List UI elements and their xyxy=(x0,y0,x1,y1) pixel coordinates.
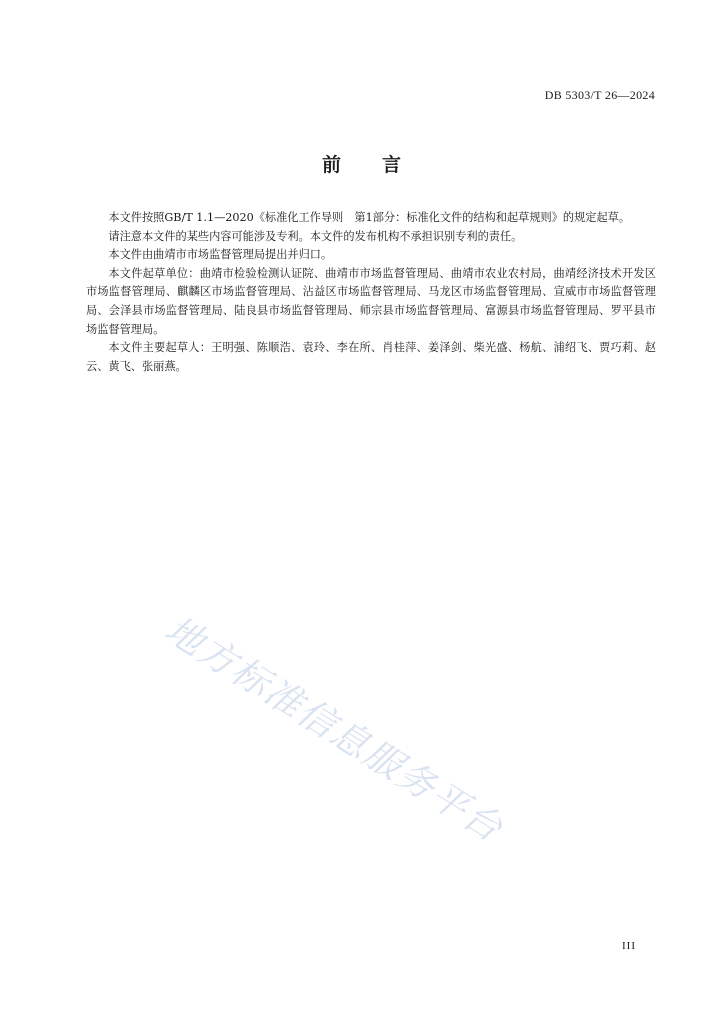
paragraph-proposer: 本文件由曲靖市市场监督管理局提出并归口。 xyxy=(108,248,333,262)
watermark: 地方标准信息服务平台 xyxy=(157,607,511,851)
title-part-1: 前 xyxy=(321,154,342,176)
document-code: DB 5303/T 26—2024 xyxy=(544,88,655,102)
paragraph-drafters: 本文件主要起草人：王明强、陈顺浩、袁玲、李在所、肖桂萍、姜泽剑、柴光盛、杨航、浦绍飞、贾巧莉、赵云、黄飞、张丽燕。 xyxy=(86,341,656,373)
title-part-2: 言 xyxy=(382,154,403,176)
paragraph-patent-notice: 请注意本文件的某些内容可能涉及专利。本文件的发布机构不承担识别专利的责任。 xyxy=(108,229,523,243)
page-title xyxy=(0,150,724,177)
body-text xyxy=(86,209,656,376)
paragraph-drafting-units: 本文件起草单位：曲靖市检验检测认证院、曲靖市市场监督管理局、曲靖市农业农村局，曲靖经济技术开发区市场监督管理局、麒麟区市场监督管理局、沾益区市场监督管理局、马龙区市场监督管理局、宣威市市场监督管理局、会泽县市场监督管理局、陆良县市场监督管理局、师宗县市场监督管理局、富源县市场监督管理局、罗平县市场监督管理局。 xyxy=(86,266,656,336)
paragraph-drafting-rules: 本文件按照GB/T 1.1—2020《标准化工作导则 第1部分：标准化文件的结构和起草规则》的规定起草。 xyxy=(108,211,631,224)
page-number: III xyxy=(622,940,636,952)
